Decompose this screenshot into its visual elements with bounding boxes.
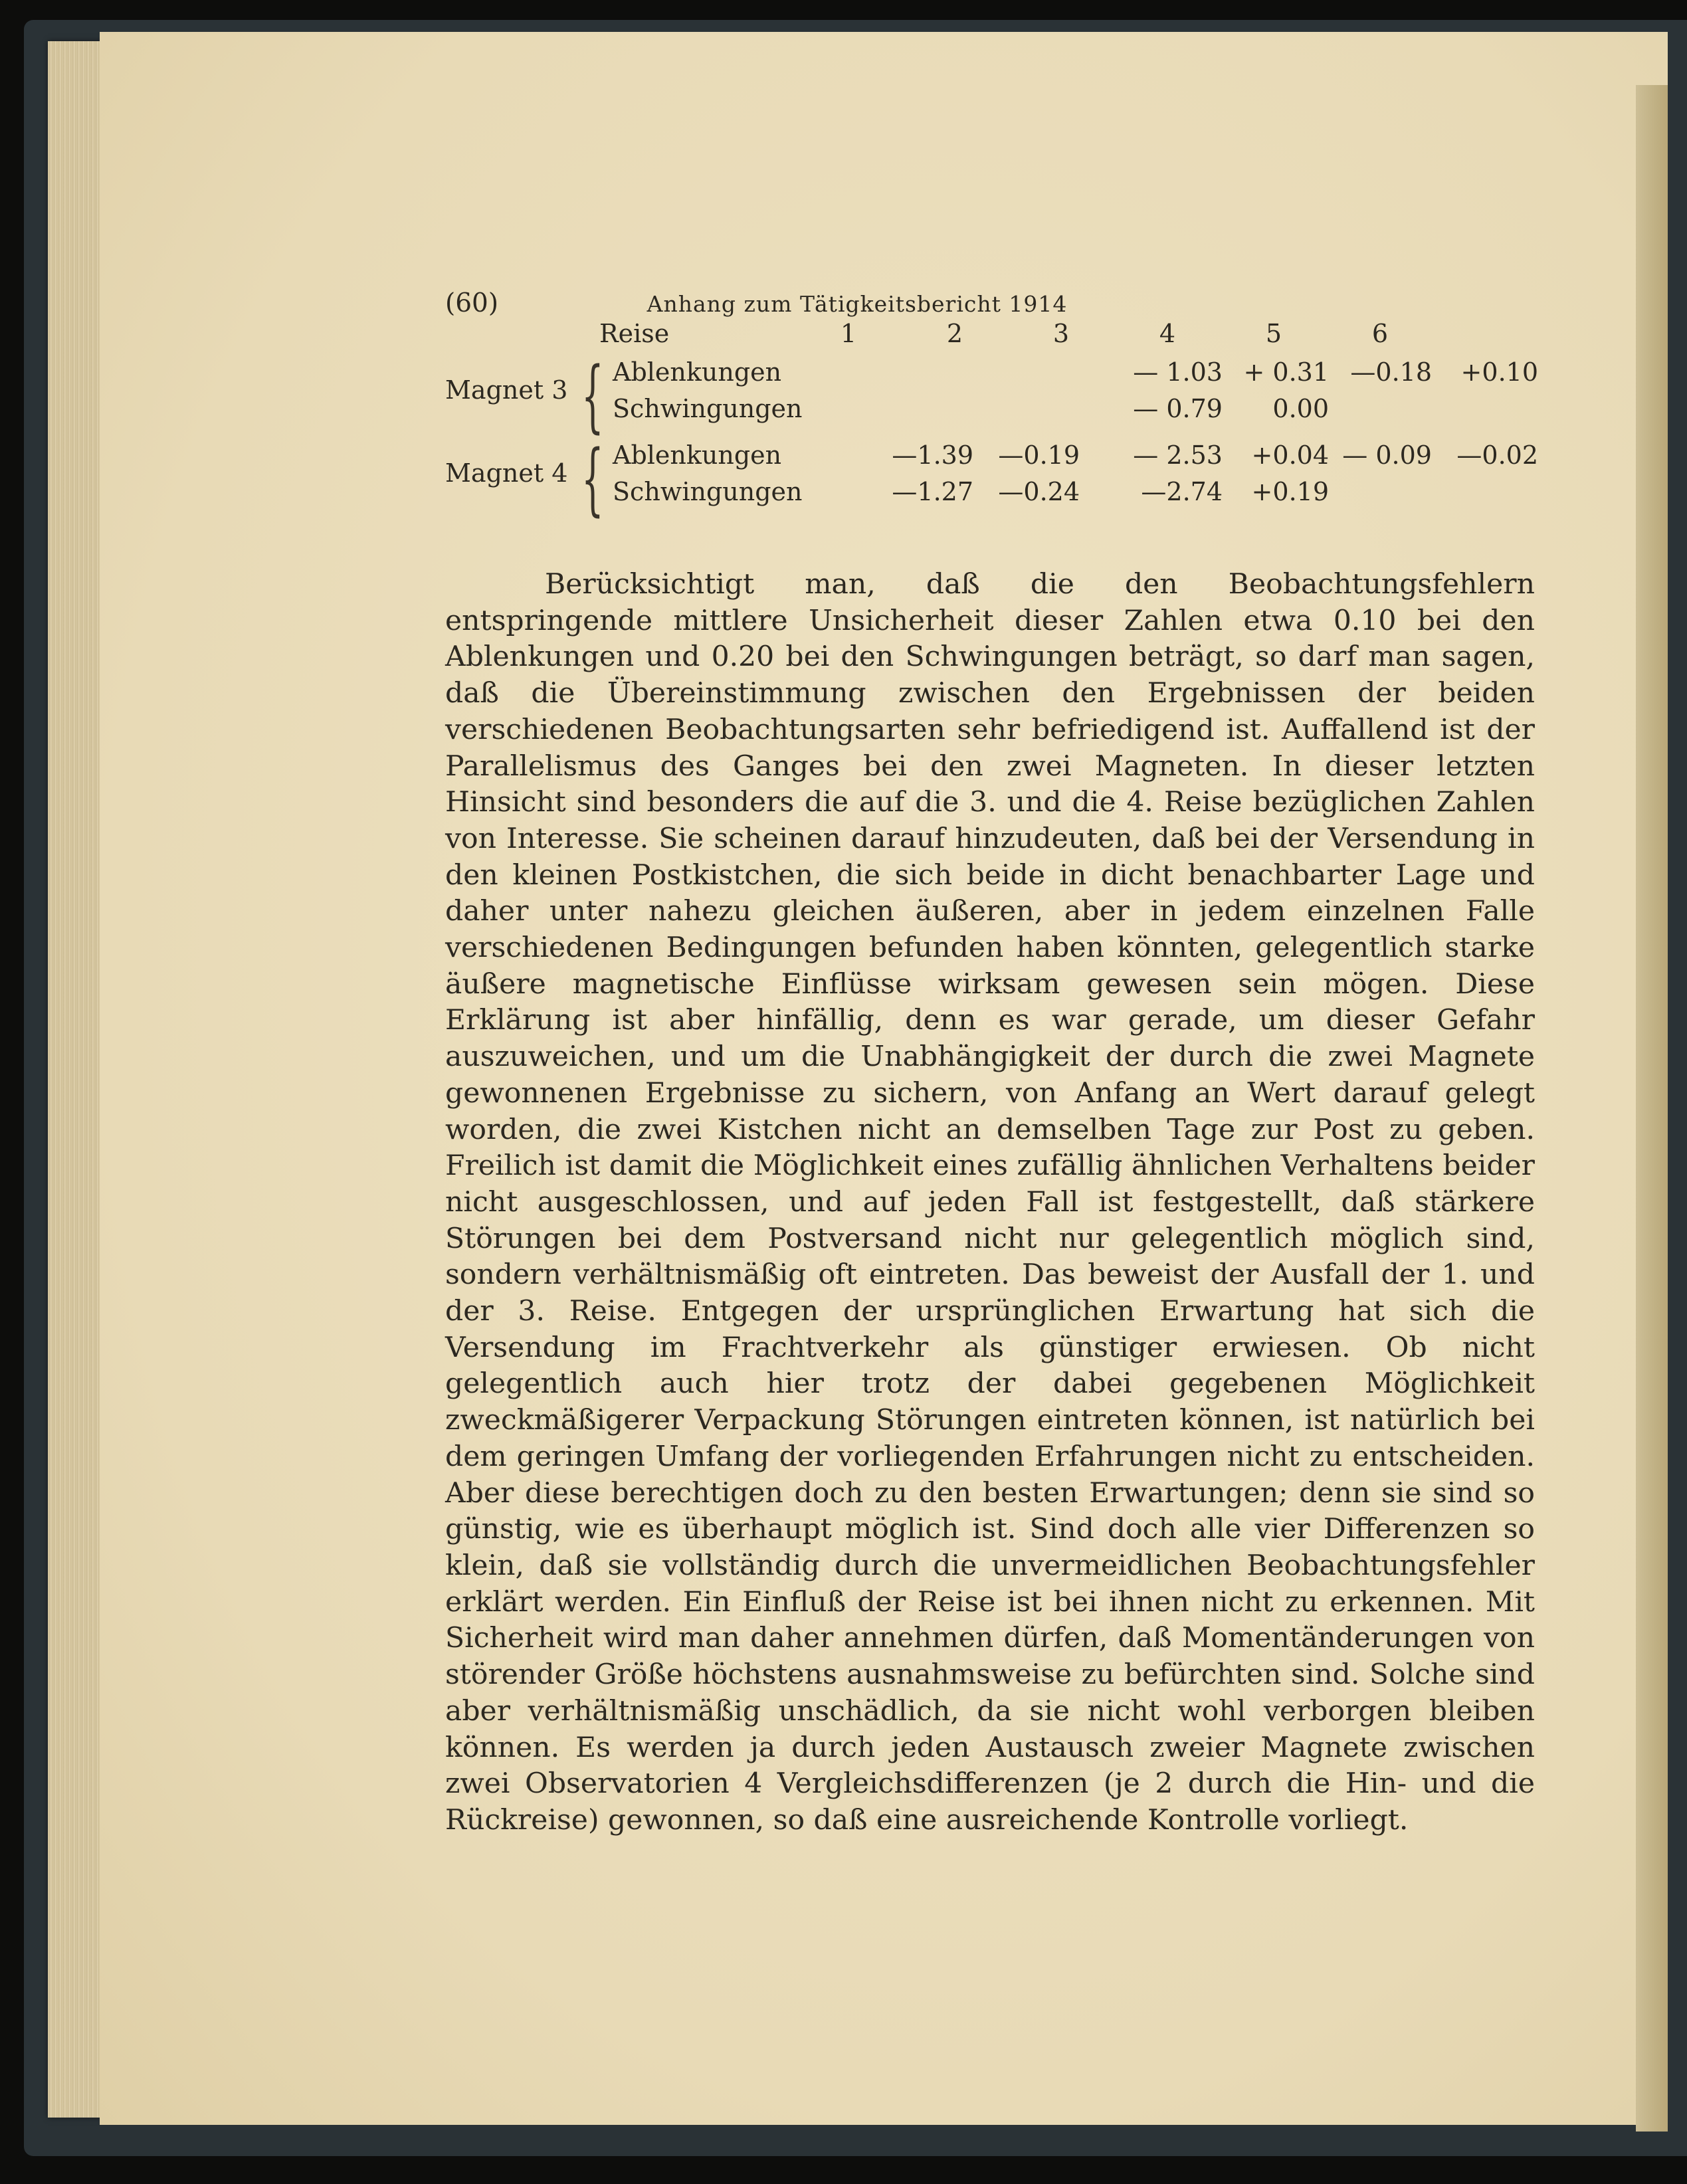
table-cell: —0.24 — [998, 477, 1080, 506]
column-header: 6 — [1371, 319, 1389, 348]
brace: { — [581, 433, 604, 524]
gutter-strip — [1636, 85, 1668, 2132]
brace: { — [581, 349, 604, 441]
table-cell: +0.10 — [1460, 357, 1538, 387]
table-cell: 0.00 — [1272, 394, 1329, 423]
table-cell: + 0.31 — [1243, 357, 1329, 387]
table-cell: +0.04 — [1251, 441, 1329, 470]
table-cell: —1.27 — [892, 477, 973, 506]
table-cell: —0.19 — [998, 441, 1080, 470]
book-page — [100, 32, 1668, 2125]
column-header: 1 — [840, 319, 857, 348]
table-cell: +0.19 — [1251, 477, 1329, 506]
table-header-label: Reise — [599, 319, 670, 348]
row-label: Ablenkungen — [613, 357, 782, 387]
row-label: Ablenkungen — [613, 441, 782, 470]
table-cell: —2.74 — [1141, 477, 1223, 506]
table-cell: — 2.53 — [1133, 441, 1223, 470]
row-label: Schwingungen — [613, 394, 803, 423]
table-cell: —0.18 — [1350, 357, 1432, 387]
column-header: 5 — [1265, 319, 1282, 348]
body-text — [445, 567, 1535, 1839]
table-cell: — 0.79 — [1133, 394, 1223, 423]
paragraph: Berücksichtigt man, daß die den Beobachtungsfehlern entspringende mittlere Unsicherheit dieser Zahlen etwa 0.10 bei den Ablenkungen und 0.20 bei den Schwingungen beträgt, so darf man sagen, daß die Übereinstimmung zwischen den Ergebnissen der beiden verschiedenen Beobachtungsarten sehr befriedigend ist. Auffallend ist der Parallelismus des Ganges bei den zwei Magneten. In dieser letzten Hinsicht sind besonders die auf die 3. und die 4. Reise bezüglichen Zahlen von Interesse. Sie scheinen darauf hinzudeuten, daß bei der Versendung in den kleinen Postkistchen, die sich beide in dicht benachbarter Lage und daher unter nahezu gleichen äußeren, aber in jedem einzelnen Falle verschiedenen Bedingungen befunden haben könnten, gelegentlich starke äußere magnetische Einflüsse wirksam gewesen sein mögen. Diese Erklärung ist aber hinfällig, denn es war gerade, um dieser Gefahr auszuweichen, und um die Unabhängigkeit der durch die zwei Magnete gewonnenen Ergebnisse zu sichern, von Anfang an Wert darauf gelegt worden, die zwei Kistchen nicht an demselben Tage zur Post zu geben. Freilich ist damit die Möglichkeit eines zufällig ähnlichen Verhaltens beider nicht ausgeschlossen, und auf jeden Fall ist festgestellt, daß stärkere Störungen bei dem Postversand nicht nur gelegentlich möglich sind, sondern verhältnismäßig oft eintreten. Das beweist der Ausfall der 1. und der 3. Reise. Entgegen der ursprünglichen Erwartung hat sich die Versendung im Frachtverkehr als günstiger erwiesen. Ob nicht gelegentlich auch hier trotz der dabei gegebenen Möglichkeit zweckmäßigerer Verpackung Störungen eintreten können, ist natürlich bei dem geringen Umfang der vorliegenden Erfahrungen nicht zu entscheiden. Aber diese berechtigen doch zu den besten Erwartungen; denn sie sind so günstig, wie es überhaupt möglich ist. Sind doch alle vier Differenzen so klein, daß sie vollständig durch die unvermeidlichen Beobachtungsfehler erklärt werden. Ein Einfluß der Reise ist bei ihnen nicht zu erkennen. Mit Sicherheit wird man daher annehmen dürfen, daß Momentänderungen von störender Größe höchstens ausnahmsweise zu befürchten sind. Solche sind aber verhältnismäßig unschädlich, da sie nicht wohl verborgen bleiben können. Es werden ja durch jeden Austausch zweier Magnete zwischen zwei Observatorien 4 Vergleichsdifferenzen (je 2 durch die Hin- und die Rückreise) gewonnen, so daß eine ausreichende Kontrolle vorliegt. — [445, 568, 1535, 1837]
page-number: (60) — [445, 288, 499, 318]
column-header: 2 — [946, 319, 963, 348]
table-cell: — 1.03 — [1133, 357, 1223, 387]
running-title: Anhang zum Tätigkeitsbericht 1914 — [646, 291, 1068, 317]
column-header: 4 — [1159, 319, 1176, 348]
table-cell: —0.02 — [1456, 441, 1538, 470]
column-header: 3 — [1052, 319, 1070, 348]
table-cell: —1.39 — [892, 441, 973, 470]
group-label: Magnet 4 — [445, 458, 568, 488]
table-cell: — 0.09 — [1342, 441, 1432, 470]
group-label: Magnet 3 — [445, 375, 568, 405]
row-label: Schwingungen — [613, 477, 803, 506]
